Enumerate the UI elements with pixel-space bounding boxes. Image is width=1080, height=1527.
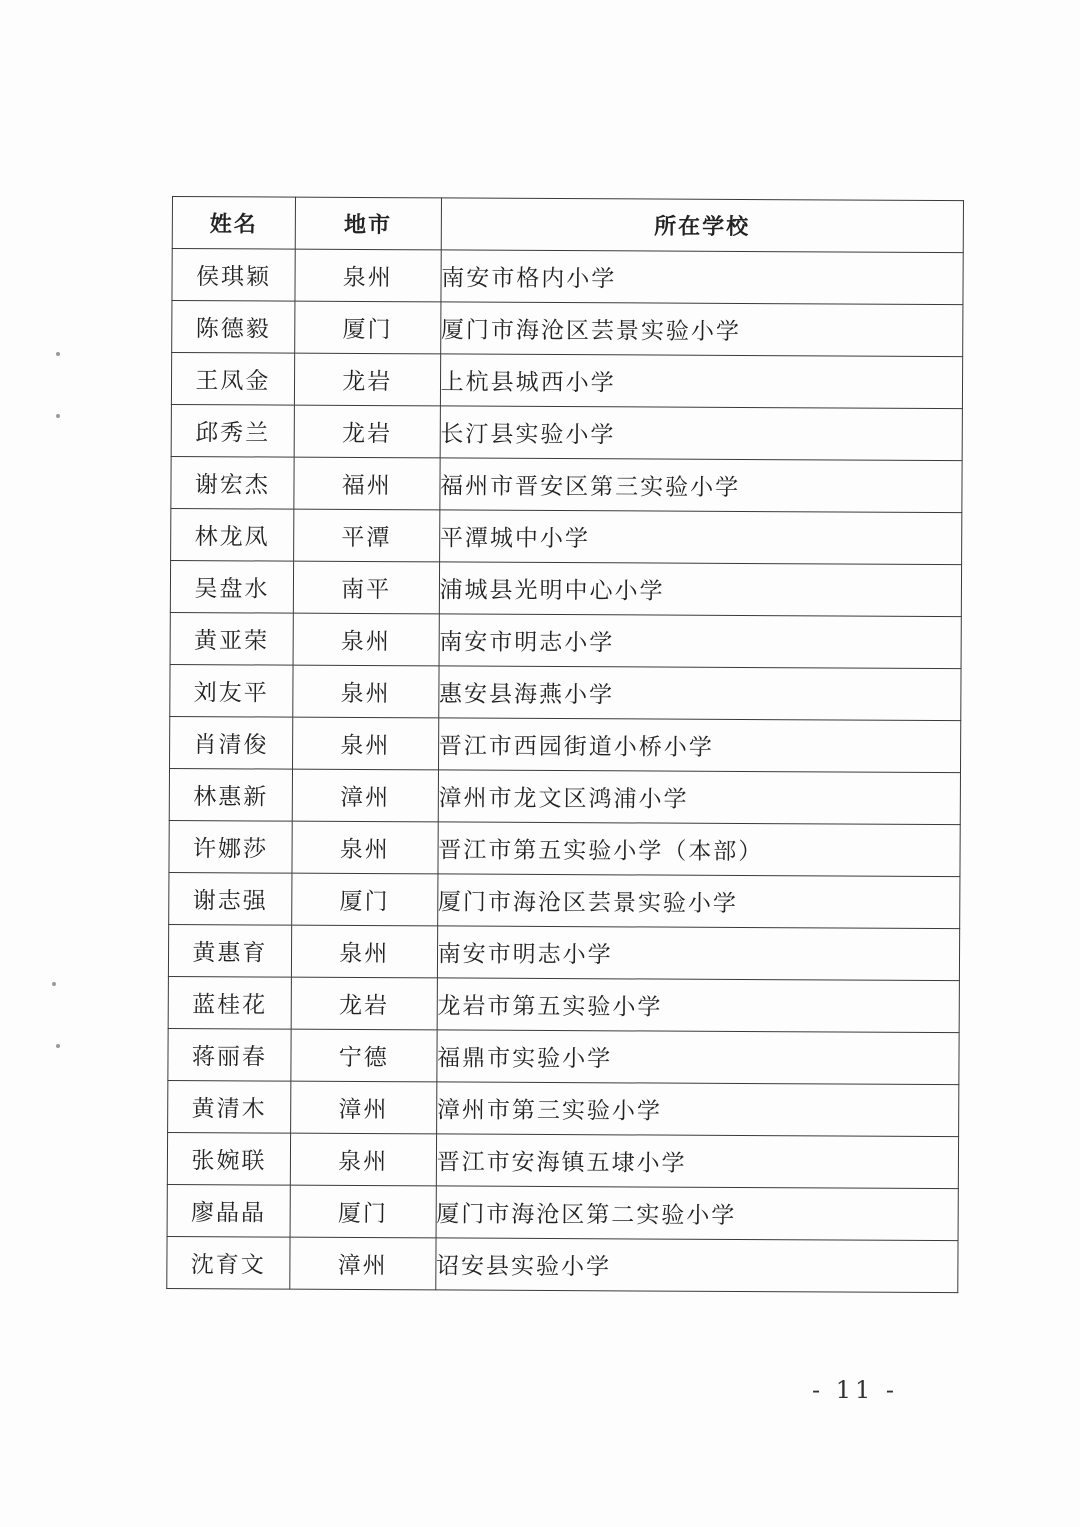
cell-school: 漳州市龙文区鸿浦小学 — [438, 770, 961, 825]
cell-city: 泉州 — [293, 665, 439, 718]
table-row — [169, 768, 960, 824]
table-row — [171, 456, 962, 512]
cell-city: 厦门 — [290, 1185, 436, 1238]
cell-name: 廖晶晶 — [167, 1184, 290, 1237]
cell-school: 晋江市第五实验小学（本部） — [438, 822, 961, 877]
cell-city: 平潭 — [293, 509, 439, 562]
cell-city: 南平 — [293, 561, 439, 614]
cell-school: 南安市明志小学 — [437, 926, 960, 981]
cell-name: 黄惠育 — [168, 924, 291, 977]
header-school: 所在学校 — [441, 198, 964, 253]
cell-name: 邱秀兰 — [171, 404, 294, 457]
cell-city: 泉州 — [292, 821, 438, 874]
cell-city: 泉州 — [292, 717, 438, 770]
cell-city: 福州 — [294, 457, 440, 510]
cell-name: 刘友平 — [170, 664, 293, 717]
table-row — [168, 924, 959, 980]
cell-school: 厦门市海沧区芸景实验小学 — [437, 874, 960, 929]
cell-name: 蒋丽春 — [168, 1028, 291, 1081]
table-row — [172, 249, 963, 305]
table-row — [169, 872, 960, 928]
cell-city: 漳州 — [292, 769, 438, 822]
cell-name: 沈育文 — [167, 1236, 290, 1289]
table-row — [167, 1236, 958, 1292]
cell-city: 厦门 — [292, 873, 438, 926]
cell-city: 泉州 — [293, 613, 439, 666]
table-row — [170, 716, 961, 772]
cell-school: 漳州市第三实验小学 — [436, 1082, 959, 1137]
header-city: 地市 — [295, 197, 441, 250]
table-row — [168, 976, 959, 1032]
teacher-roster-table — [166, 196, 964, 1293]
scan-speck — [52, 982, 56, 986]
table-row — [170, 664, 961, 720]
table-row — [169, 820, 960, 876]
cell-school: 福鼎市实验小学 — [437, 1030, 960, 1085]
cell-city: 泉州 — [290, 1133, 436, 1186]
table-row — [168, 1028, 959, 1084]
table-row — [167, 1184, 958, 1240]
cell-name: 肖清俊 — [170, 716, 293, 769]
table-row — [168, 1080, 959, 1136]
cell-name: 张婉联 — [167, 1132, 290, 1185]
cell-city: 泉州 — [295, 249, 441, 302]
cell-school: 上杭县城西小学 — [440, 354, 963, 409]
table-row — [170, 612, 961, 668]
cell-name: 蓝桂花 — [168, 976, 291, 1029]
cell-city: 龙岩 — [294, 405, 440, 458]
cell-name: 谢宏杰 — [171, 456, 294, 509]
cell-school: 平潭城中小学 — [439, 510, 962, 565]
cell-name: 王凤金 — [171, 353, 294, 406]
cell-school: 南安市明志小学 — [439, 614, 962, 669]
cell-school: 长汀县实验小学 — [440, 406, 963, 461]
cell-school: 厦门市海沧区芸景实验小学 — [440, 302, 963, 357]
cell-city: 泉州 — [291, 925, 437, 978]
cell-city: 厦门 — [295, 301, 441, 354]
cell-school: 晋江市西园街道小桥小学 — [438, 718, 961, 773]
cell-name: 侯琪颖 — [172, 249, 295, 302]
cell-school: 南安市格内小学 — [441, 250, 964, 305]
cell-city: 漳州 — [290, 1081, 436, 1134]
scan-speck — [56, 414, 60, 418]
cell-name: 谢志强 — [169, 872, 292, 925]
table-row — [170, 560, 961, 616]
cell-name: 林惠新 — [169, 768, 292, 821]
cell-school: 惠安县海燕小学 — [438, 666, 961, 721]
scan-speck — [56, 352, 60, 356]
cell-name: 陈德毅 — [172, 301, 295, 354]
cell-name: 黄清木 — [168, 1080, 291, 1133]
cell-school: 诏安县实验小学 — [435, 1238, 958, 1293]
cell-school: 厦门市海沧区第二实验小学 — [436, 1186, 959, 1241]
cell-school: 晋江市安海镇五埭小学 — [436, 1134, 959, 1189]
cell-name: 许娜莎 — [169, 820, 292, 873]
table-row — [171, 353, 962, 409]
table-row — [167, 1132, 958, 1188]
cell-school: 龙岩市第五实验小学 — [437, 978, 960, 1033]
scan-speck — [56, 1044, 60, 1048]
cell-name: 林龙凤 — [171, 508, 294, 561]
cell-name: 吴盘水 — [170, 560, 293, 613]
cell-city: 宁德 — [291, 1029, 437, 1082]
cell-school: 福州市晋安区第三实验小学 — [440, 458, 963, 513]
page-number: - 11 - — [812, 1376, 899, 1404]
cell-school: 浦城县光明中心小学 — [439, 562, 962, 617]
table-row — [172, 301, 963, 357]
table-row — [171, 508, 962, 564]
header-name: 姓名 — [172, 197, 295, 250]
table-header-row — [172, 197, 963, 253]
cell-city: 龙岩 — [294, 353, 440, 406]
cell-city: 漳州 — [290, 1237, 436, 1290]
cell-city: 龙岩 — [291, 977, 437, 1030]
cell-name: 黄亚荣 — [170, 612, 293, 665]
table-row — [171, 404, 962, 460]
